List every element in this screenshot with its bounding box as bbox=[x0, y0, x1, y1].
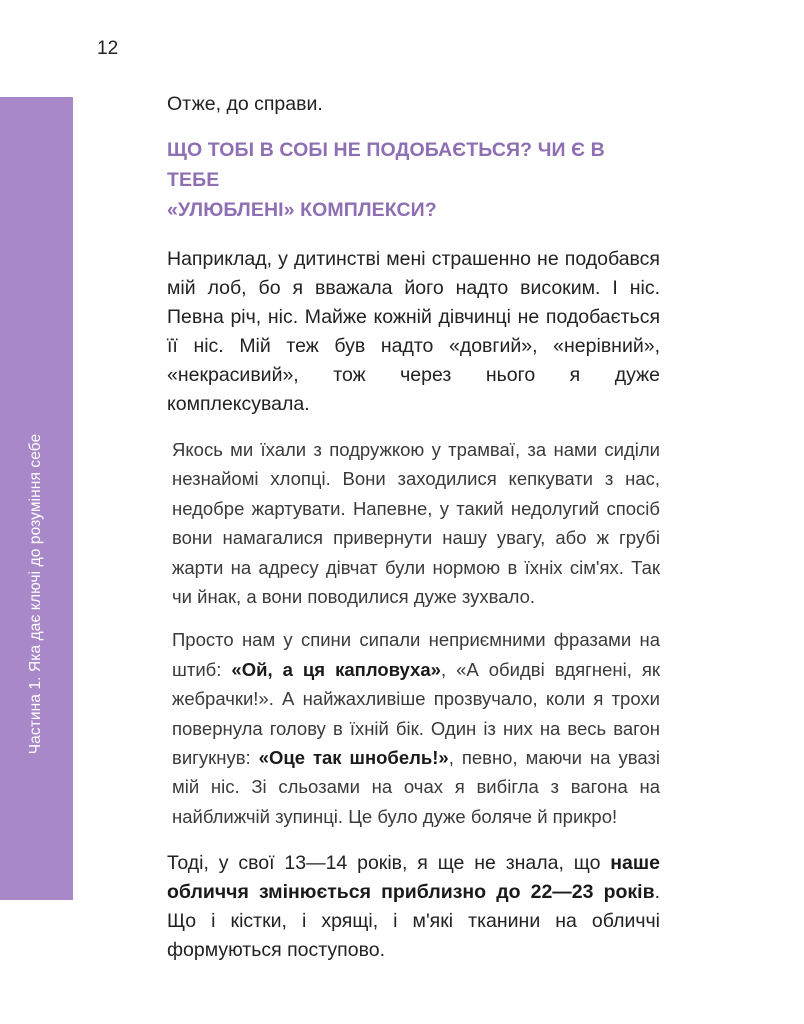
intro-line: Отже, до справи. bbox=[167, 93, 323, 115]
chapter-side-tab bbox=[0, 97, 73, 900]
story-text: , «А обидві вдягнені, як жебрачки!». А найжахливіше прозвучало, коли я трохи повернула голову в їхній бік. Один із них на весь вагон вигукнув: bbox=[172, 658, 660, 769]
bold-quote-2: «Оце так шнобель!» bbox=[258, 747, 449, 769]
closing-text: . Що і кістки, і хрящі, і м'які тканини на обличчі формуються поступово. bbox=[167, 881, 660, 962]
page-body bbox=[167, 90, 660, 965]
section-heading-line-1: ЩО ТОБІ В СОБІ НЕ ПОДОБАЄТЬСЯ? ЧИ Є В ТЕБЕ bbox=[167, 139, 605, 191]
closing-paragraph bbox=[167, 849, 660, 965]
story-text: , певно, маючи на увазі мій ніс. Зі сльозами на очах я вибігла з вагона на найближчій зупинці. Це було дуже боляче й прикро! bbox=[172, 747, 660, 827]
bold-quote-1: «Ой, а ця капловуха» bbox=[231, 658, 441, 680]
main-paragraph: Наприклад, у дитинстві мені страшенно не подобався мій лоб, бо я вважала його надто високим. І ніс. Певна річ, ніс. Майже кожній дівчинці не подобається її ніс. Мій теж був надто «довгий», «нерівний», «некрасивий», тож через нього я дуже комплексувала. bbox=[167, 248, 660, 415]
closing-bold: наше обличчя змінюється приблизно до 22—23 років bbox=[167, 852, 660, 904]
story-paragraph-2 bbox=[172, 625, 660, 831]
story-text: Просто нам у спини сипали неприємними фразами на штиб: bbox=[172, 629, 660, 680]
story-block bbox=[172, 435, 660, 831]
section-heading-line-2: «УЛЮБЛЕНІ» КОМПЛЕКСИ? bbox=[167, 199, 437, 221]
section-heading bbox=[167, 135, 660, 225]
page-number: 12 bbox=[97, 38, 119, 59]
story-paragraph-1: Якось ми їхали з подружкою у трамваї, за нами сиділи незнайомі хлопці. Вони заходилися кепкувати з нас, недобре жартувати. Напевне, у такий недолугий спосіб вони намагалися привернути нашу увагу, або ж грубі жарти на адресу дівчат були нормою в їхніх сім'ях. Так чи йнак, а вони поводилися дуже зухвало. bbox=[172, 439, 660, 608]
closing-text: Тоді, у свої 13—14 років, я ще не знала, що bbox=[167, 852, 611, 875]
chapter-label: Частина 1. Яка дає ключі до розуміння себе bbox=[27, 433, 44, 755]
